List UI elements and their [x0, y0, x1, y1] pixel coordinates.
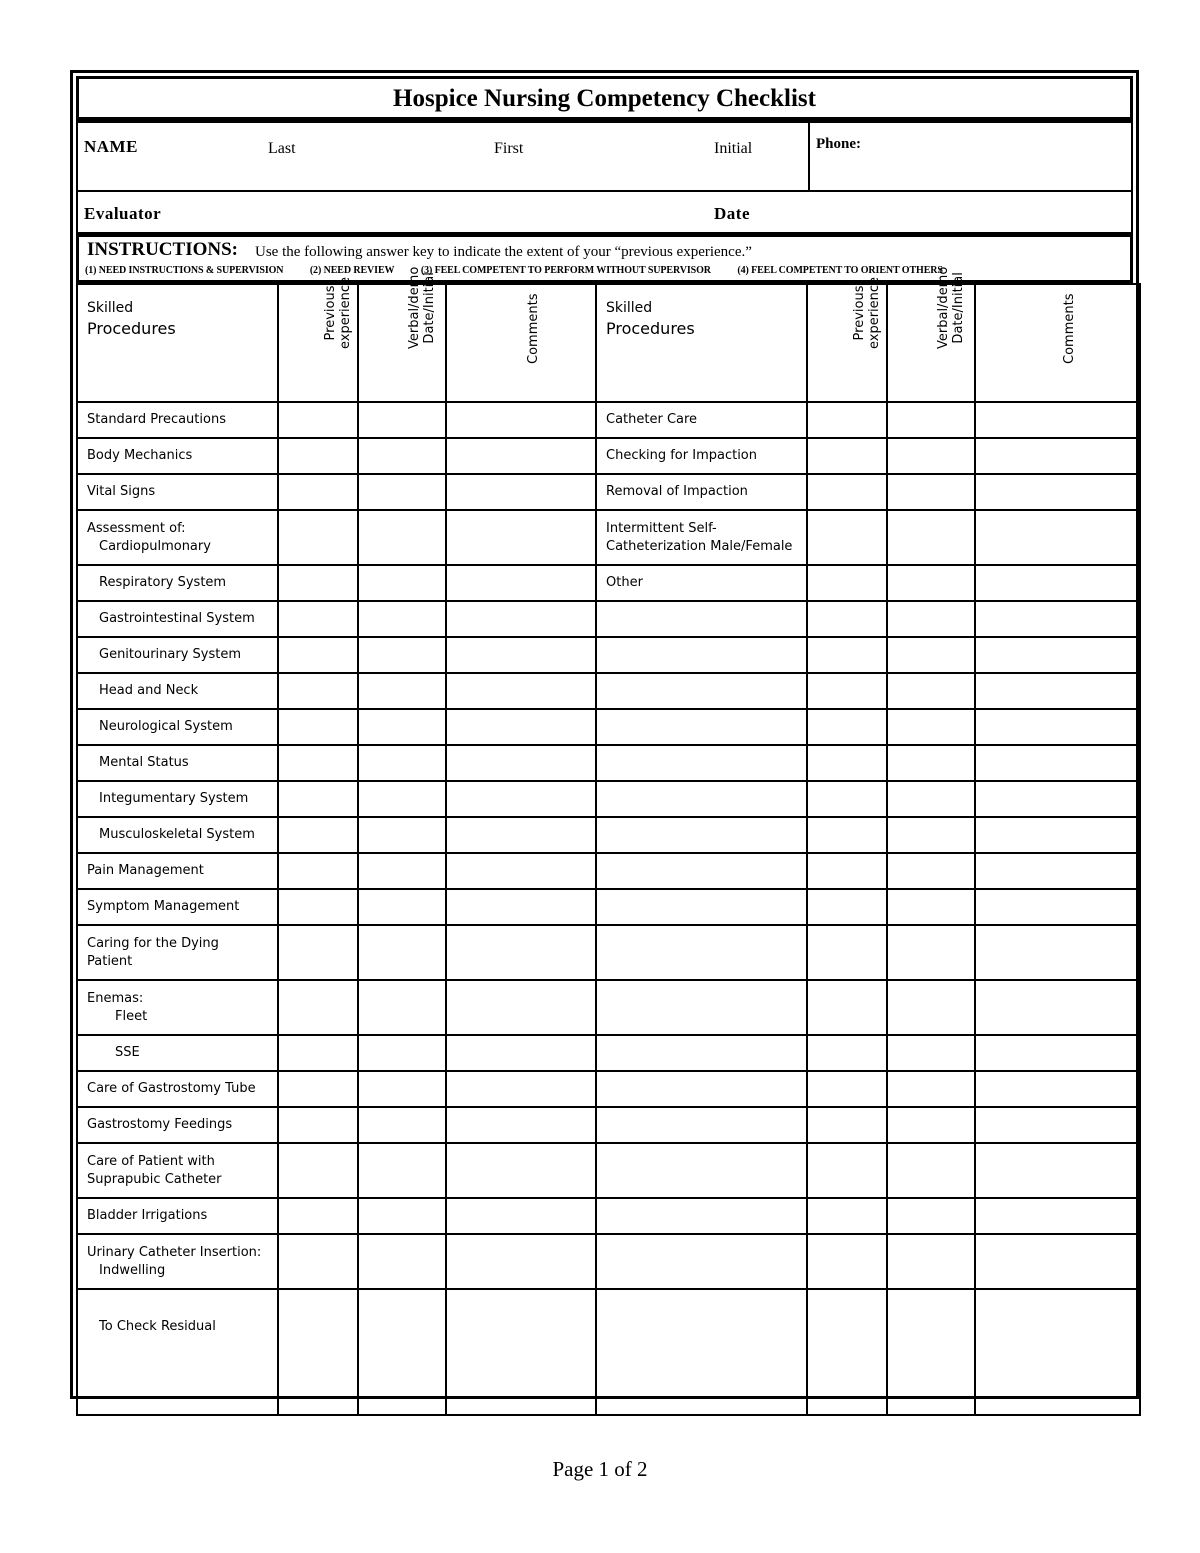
- left-previous-cell[interactable]: [278, 565, 358, 601]
- answer-key: [85, 265, 967, 276]
- right-procedure-text: Checking for Impaction: [606, 448, 757, 463]
- left-procedure-text: Standard Precautions: [87, 412, 226, 427]
- first-name-label: First: [494, 140, 524, 157]
- left-comments-cell[interactable]: [446, 1234, 596, 1289]
- left-comments-cell[interactable]: [446, 745, 596, 781]
- left-comments-cell[interactable]: [446, 817, 596, 853]
- right-comments-cell[interactable]: [975, 474, 1140, 510]
- right-procedure-cell: [596, 853, 807, 889]
- table-row: [77, 1289, 1140, 1415]
- right-comments-cell[interactable]: [975, 709, 1140, 745]
- left-procedure-cell: [77, 817, 278, 853]
- left-verbal-cell[interactable]: [358, 565, 446, 601]
- instructions-heading: INSTRUCTIONS:: [87, 239, 238, 260]
- right-verbal-cell[interactable]: [887, 637, 975, 673]
- verbal-demo-header-right: [887, 266, 975, 402]
- right-previous-cell[interactable]: [807, 673, 887, 709]
- table-row: [77, 980, 1140, 1035]
- right-verbal-cell[interactable]: [887, 980, 975, 1035]
- left-comments-cell[interactable]: [446, 980, 596, 1035]
- skilled-label-right: Skilled: [606, 300, 653, 316]
- comments-header-right: [975, 284, 1140, 402]
- right-previous-cell[interactable]: [807, 853, 887, 889]
- right-comments-cell[interactable]: [975, 637, 1140, 673]
- checklist-form: [70, 70, 1139, 1399]
- table-row: [77, 438, 1140, 474]
- right-procedure-cell: [596, 781, 807, 817]
- table-row: [77, 853, 1140, 889]
- right-previous-cell[interactable]: [807, 438, 887, 474]
- previous-experience-label: Previous experience: [322, 276, 353, 349]
- left-verbal-cell[interactable]: [358, 745, 446, 781]
- left-verbal-cell[interactable]: [358, 1107, 446, 1143]
- left-previous-cell[interactable]: [278, 709, 358, 745]
- right-previous-cell[interactable]: [807, 565, 887, 601]
- left-procedure-cell: [77, 745, 278, 781]
- left-comments-cell[interactable]: [446, 1198, 596, 1234]
- left-procedure-text: Gastrostomy Feedings: [87, 1117, 233, 1132]
- right-comments-cell[interactable]: [975, 745, 1140, 781]
- right-comments-cell[interactable]: [975, 1289, 1140, 1415]
- left-procedure-cell: [77, 980, 278, 1035]
- right-verbal-cell[interactable]: [887, 673, 975, 709]
- comments-label-right: Comments: [1062, 293, 1077, 364]
- right-verbal-cell[interactable]: [887, 709, 975, 745]
- left-comments-cell[interactable]: [446, 1289, 596, 1415]
- phone-label: Phone:: [816, 136, 861, 152]
- left-procedure-text: Neurological System: [99, 719, 233, 734]
- right-procedure-text: Removal of Impaction: [606, 484, 748, 499]
- left-procedure-cell: [77, 601, 278, 637]
- left-previous-cell[interactable]: [278, 853, 358, 889]
- left-comments-cell[interactable]: [446, 474, 596, 510]
- left-verbal-cell[interactable]: [358, 438, 446, 474]
- left-comments-cell[interactable]: [446, 601, 596, 637]
- left-previous-cell[interactable]: [278, 1107, 358, 1143]
- left-verbal-cell[interactable]: [358, 889, 446, 925]
- left-procedure-text: Care of Gastrostomy Tube: [87, 1081, 256, 1096]
- table-row: [77, 1071, 1140, 1107]
- left-previous-cell[interactable]: [278, 673, 358, 709]
- left-comments-cell[interactable]: [446, 1107, 596, 1143]
- table-row: [77, 1234, 1140, 1289]
- right-procedure-cell: [596, 925, 807, 980]
- answer-key-4: (4) FEEL COMPETENT TO ORIENT OTHERS: [737, 265, 943, 276]
- page-number: Page 1 of 2: [552, 1457, 648, 1481]
- table-row: [77, 709, 1140, 745]
- left-verbal-cell[interactable]: [358, 853, 446, 889]
- left-procedure-text: Vital Signs: [87, 484, 156, 499]
- right-previous-cell[interactable]: [807, 889, 887, 925]
- table-row: [77, 1107, 1140, 1143]
- left-procedure-text: Symptom Management: [87, 899, 240, 914]
- left-procedure-cell: [77, 709, 278, 745]
- date-label: Date: [714, 204, 750, 223]
- right-verbal-cell[interactable]: [887, 1071, 975, 1107]
- skilled-label: Skilled: [87, 300, 134, 316]
- verbal-demo-label: Verbal/demo Date/Initial: [406, 266, 437, 349]
- right-comments-cell[interactable]: [975, 781, 1140, 817]
- left-procedure-text: Mental Status: [99, 755, 189, 770]
- right-procedure-cell: [596, 673, 807, 709]
- right-comments-cell[interactable]: [975, 601, 1140, 637]
- right-procedure-cell: [596, 601, 807, 637]
- left-procedure-text: Assessment of:: [87, 520, 186, 536]
- left-previous-cell[interactable]: [278, 510, 358, 565]
- left-verbal-cell[interactable]: [358, 1143, 446, 1198]
- right-comments-cell[interactable]: [975, 853, 1140, 889]
- left-verbal-cell[interactable]: [358, 637, 446, 673]
- right-procedure-text: Other: [606, 575, 643, 590]
- table-row: [77, 889, 1140, 925]
- skilled-procedures-header-right: [596, 284, 807, 402]
- left-previous-cell[interactable]: [278, 781, 358, 817]
- left-comments-cell[interactable]: [446, 709, 596, 745]
- left-procedure-text: Indwelling: [99, 1262, 166, 1278]
- left-procedure-text: Head and Neck: [99, 683, 199, 698]
- right-verbal-cell[interactable]: [887, 438, 975, 474]
- left-previous-cell[interactable]: [278, 402, 358, 438]
- previous-experience-header-right: [807, 276, 887, 402]
- left-procedure-text: Suprapubic Catheter: [87, 1171, 222, 1187]
- left-comments-cell[interactable]: [446, 637, 596, 673]
- right-procedure-cell: [596, 474, 807, 510]
- evaluator-section[interactable]: [76, 192, 1133, 234]
- left-verbal-cell[interactable]: [358, 980, 446, 1035]
- table-row: [77, 925, 1140, 980]
- left-procedure-cell: [77, 402, 278, 438]
- right-verbal-cell[interactable]: [887, 402, 975, 438]
- left-verbal-cell[interactable]: [358, 402, 446, 438]
- right-verbal-cell[interactable]: [887, 817, 975, 853]
- left-comments-cell[interactable]: [446, 925, 596, 980]
- right-previous-cell[interactable]: [807, 1198, 887, 1234]
- right-verbal-cell[interactable]: [887, 1107, 975, 1143]
- right-previous-cell[interactable]: [807, 980, 887, 1035]
- right-comments-cell[interactable]: [975, 1035, 1140, 1071]
- left-procedure-text: Musculoskeletal System: [99, 827, 255, 842]
- right-procedure-text: Intermittent Self-: [606, 520, 717, 536]
- right-comments-cell[interactable]: [975, 673, 1140, 709]
- right-procedure-text: Catheter Care: [606, 412, 698, 427]
- right-comments-cell[interactable]: [975, 565, 1140, 601]
- left-procedure-text: Caring for the Dying: [87, 935, 219, 951]
- right-previous-cell[interactable]: [807, 1143, 887, 1198]
- page-title: Hospice Nursing Competency Checklist: [393, 85, 816, 112]
- right-previous-cell[interactable]: [807, 781, 887, 817]
- left-procedure-text: Patient: [87, 953, 133, 969]
- right-comments-cell[interactable]: [975, 510, 1140, 565]
- right-procedure-cell: [596, 1143, 807, 1198]
- right-procedure-cell: [596, 1198, 807, 1234]
- evaluator-label: Evaluator: [84, 204, 162, 223]
- left-comments-cell[interactable]: [446, 402, 596, 438]
- left-procedure-cell: [77, 474, 278, 510]
- left-previous-cell[interactable]: [278, 1071, 358, 1107]
- verbal-demo-label-right: Verbal/demo Date/Initial: [935, 266, 966, 349]
- right-verbal-cell[interactable]: [887, 1289, 975, 1415]
- left-procedure-cell: [77, 1071, 278, 1107]
- right-procedure-cell: [596, 1035, 807, 1071]
- table-row: [77, 1143, 1140, 1198]
- right-verbal-cell[interactable]: [887, 925, 975, 980]
- initial-label: Initial: [714, 140, 753, 157]
- right-previous-cell[interactable]: [807, 745, 887, 781]
- right-procedure-cell: [596, 438, 807, 474]
- right-verbal-cell[interactable]: [887, 781, 975, 817]
- table-row: [77, 565, 1140, 601]
- left-procedure-text: Integumentary System: [99, 791, 249, 806]
- right-previous-cell[interactable]: [807, 1071, 887, 1107]
- left-comments-cell[interactable]: [446, 1035, 596, 1071]
- name-label: NAME: [84, 137, 138, 156]
- left-previous-cell[interactable]: [278, 980, 358, 1035]
- right-comments-cell[interactable]: [975, 1071, 1140, 1107]
- left-procedure-cell: [77, 1107, 278, 1143]
- right-comments-cell[interactable]: [975, 438, 1140, 474]
- left-procedure-text: Care of Patient with: [87, 1153, 215, 1169]
- right-previous-cell[interactable]: [807, 709, 887, 745]
- left-previous-cell[interactable]: [278, 745, 358, 781]
- right-procedure-cell: [596, 817, 807, 853]
- right-verbal-cell[interactable]: [887, 1198, 975, 1234]
- left-verbal-cell[interactable]: [358, 673, 446, 709]
- right-procedure-cell: [596, 745, 807, 781]
- left-comments-cell[interactable]: [446, 673, 596, 709]
- right-comments-cell[interactable]: [975, 402, 1140, 438]
- right-verbal-cell[interactable]: [887, 853, 975, 889]
- table-row: [77, 817, 1140, 853]
- right-previous-cell[interactable]: [807, 817, 887, 853]
- left-verbal-cell[interactable]: [358, 510, 446, 565]
- previous-experience-header: [278, 276, 358, 402]
- left-previous-cell[interactable]: [278, 925, 358, 980]
- right-verbal-cell[interactable]: [887, 1035, 975, 1071]
- right-previous-cell[interactable]: [807, 925, 887, 980]
- left-comments-cell[interactable]: [446, 565, 596, 601]
- right-procedure-text: Catheterization Male/Female: [606, 538, 793, 554]
- answer-key-1: (1) NEED INSTRUCTIONS & SUPERVISION: [85, 265, 284, 276]
- right-previous-cell[interactable]: [807, 601, 887, 637]
- left-procedure-text: Cardiopulmonary: [99, 538, 211, 554]
- left-previous-cell[interactable]: [278, 1289, 358, 1415]
- left-comments-cell[interactable]: [446, 853, 596, 889]
- comments-header: [446, 284, 596, 402]
- left-procedure-cell: [77, 438, 278, 474]
- skilled-procedures-header: [77, 284, 278, 402]
- right-verbal-cell[interactable]: [887, 1234, 975, 1289]
- left-procedure-text: Urinary Catheter Insertion:: [87, 1244, 262, 1260]
- right-verbal-cell[interactable]: [887, 510, 975, 565]
- right-comments-cell[interactable]: [975, 980, 1140, 1035]
- left-comments-cell[interactable]: [446, 438, 596, 474]
- left-procedure-text: Body Mechanics: [87, 448, 193, 463]
- left-verbal-cell[interactable]: [358, 1035, 446, 1071]
- table-row: [77, 510, 1140, 565]
- left-procedure-text: Pain Management: [87, 863, 204, 878]
- right-previous-cell[interactable]: [807, 510, 887, 565]
- left-comments-cell[interactable]: [446, 510, 596, 565]
- header-row: [77, 284, 1140, 402]
- right-comments-cell[interactable]: [975, 1107, 1140, 1143]
- right-previous-cell[interactable]: [807, 1107, 887, 1143]
- right-procedure-cell: [596, 565, 807, 601]
- left-previous-cell[interactable]: [278, 438, 358, 474]
- right-previous-cell[interactable]: [807, 1289, 887, 1415]
- left-verbal-cell[interactable]: [358, 1289, 446, 1415]
- right-procedure-cell: [596, 980, 807, 1035]
- left-procedure-cell: [77, 673, 278, 709]
- table-row: [77, 673, 1140, 709]
- table-row: [77, 474, 1140, 510]
- left-procedure-text: To Check Residual: [99, 1319, 216, 1334]
- procedures-label: Procedures: [87, 319, 176, 338]
- left-procedure-text: Genitourinary System: [99, 647, 242, 662]
- left-procedure-text: Fleet: [115, 1008, 148, 1024]
- left-comments-cell[interactable]: [446, 781, 596, 817]
- right-procedure-cell: [596, 637, 807, 673]
- left-procedure-text: Bladder Irrigations: [87, 1208, 208, 1223]
- right-previous-cell[interactable]: [807, 637, 887, 673]
- left-previous-cell[interactable]: [278, 601, 358, 637]
- right-procedure-cell: [596, 1289, 807, 1415]
- right-verbal-cell[interactable]: [887, 601, 975, 637]
- left-procedure-cell: [77, 1234, 278, 1289]
- left-previous-cell[interactable]: [278, 1035, 358, 1071]
- right-procedure-cell: [596, 510, 807, 565]
- right-verbal-cell[interactable]: [887, 565, 975, 601]
- right-comments-cell[interactable]: [975, 1198, 1140, 1234]
- verbal-demo-header: [358, 266, 446, 402]
- phone-divider: [808, 123, 810, 190]
- left-verbal-cell[interactable]: [358, 601, 446, 637]
- left-procedure-text: SSE: [115, 1045, 140, 1060]
- title-band: [76, 76, 1133, 120]
- left-procedure-text: Gastrointestinal System: [99, 611, 255, 626]
- table-row: [77, 1198, 1140, 1234]
- right-comments-cell[interactable]: [975, 925, 1140, 980]
- left-procedure-cell: [77, 565, 278, 601]
- name-section[interactable]: [76, 120, 1133, 192]
- left-previous-cell[interactable]: [278, 1234, 358, 1289]
- table-row: [77, 601, 1140, 637]
- table-row: [77, 745, 1140, 781]
- right-comments-cell[interactable]: [975, 1234, 1140, 1289]
- left-procedure-cell: [77, 925, 278, 980]
- instructions-text: Use the following answer key to indicate the extent of your “previous experience.”: [255, 244, 752, 260]
- right-procedure-cell: [596, 709, 807, 745]
- left-verbal-cell[interactable]: [358, 817, 446, 853]
- left-previous-cell[interactable]: [278, 637, 358, 673]
- table-row: [77, 781, 1140, 817]
- left-verbal-cell[interactable]: [358, 1234, 446, 1289]
- left-verbal-cell[interactable]: [358, 925, 446, 980]
- left-procedure-cell: [77, 853, 278, 889]
- right-comments-cell[interactable]: [975, 889, 1140, 925]
- last-name-label: Last: [268, 140, 296, 157]
- right-procedure-cell: [596, 1071, 807, 1107]
- left-comments-cell[interactable]: [446, 889, 596, 925]
- left-procedure-cell: [77, 510, 278, 565]
- left-verbal-cell[interactable]: [358, 474, 446, 510]
- left-procedure-text: Respiratory System: [99, 575, 227, 590]
- right-verbal-cell[interactable]: [887, 1143, 975, 1198]
- left-comments-cell[interactable]: [446, 1071, 596, 1107]
- table-row: [77, 402, 1140, 438]
- left-previous-cell[interactable]: [278, 889, 358, 925]
- right-verbal-cell[interactable]: [887, 889, 975, 925]
- right-previous-cell[interactable]: [807, 1234, 887, 1289]
- left-comments-cell[interactable]: [446, 1143, 596, 1198]
- left-procedure-cell: [77, 1289, 278, 1415]
- right-procedure-cell: [596, 1234, 807, 1289]
- right-previous-cell[interactable]: [807, 474, 887, 510]
- left-previous-cell[interactable]: [278, 817, 358, 853]
- right-procedure-cell: [596, 889, 807, 925]
- instructions-section: [76, 234, 1133, 283]
- table-row: [77, 1035, 1140, 1071]
- comments-label: Comments: [525, 293, 541, 364]
- left-procedure-cell: [77, 1035, 278, 1071]
- right-previous-cell[interactable]: [807, 402, 887, 438]
- previous-experience-label-right: Previous experience: [851, 276, 882, 349]
- procedures-label-right: Procedures: [606, 319, 695, 338]
- left-previous-cell[interactable]: [278, 474, 358, 510]
- left-procedure-cell: [77, 889, 278, 925]
- left-previous-cell[interactable]: [278, 1198, 358, 1234]
- left-procedure-text: Enemas:: [87, 990, 144, 1006]
- right-verbal-cell[interactable]: [887, 745, 975, 781]
- table-row: [77, 637, 1140, 673]
- right-procedure-cell: [596, 402, 807, 438]
- right-comments-cell[interactable]: [975, 1143, 1140, 1198]
- right-previous-cell[interactable]: [807, 1035, 887, 1071]
- left-procedure-cell: [77, 781, 278, 817]
- right-procedure-cell: [596, 1107, 807, 1143]
- left-verbal-cell[interactable]: [358, 1071, 446, 1107]
- answer-key-3: (3) FEEL COMPETENT TO PERFORM WITHOUT SUPERVISOR: [420, 265, 711, 276]
- left-procedure-cell: [77, 1198, 278, 1234]
- left-verbal-cell[interactable]: [358, 709, 446, 745]
- answer-key-2: (2) NEED REVIEW: [309, 265, 395, 276]
- left-procedure-cell: [77, 637, 278, 673]
- left-previous-cell[interactable]: [278, 1143, 358, 1198]
- left-verbal-cell[interactable]: [358, 781, 446, 817]
- right-comments-cell[interactable]: [975, 817, 1140, 853]
- left-verbal-cell[interactable]: [358, 1198, 446, 1234]
- right-verbal-cell[interactable]: [887, 474, 975, 510]
- left-procedure-cell: [77, 1143, 278, 1198]
